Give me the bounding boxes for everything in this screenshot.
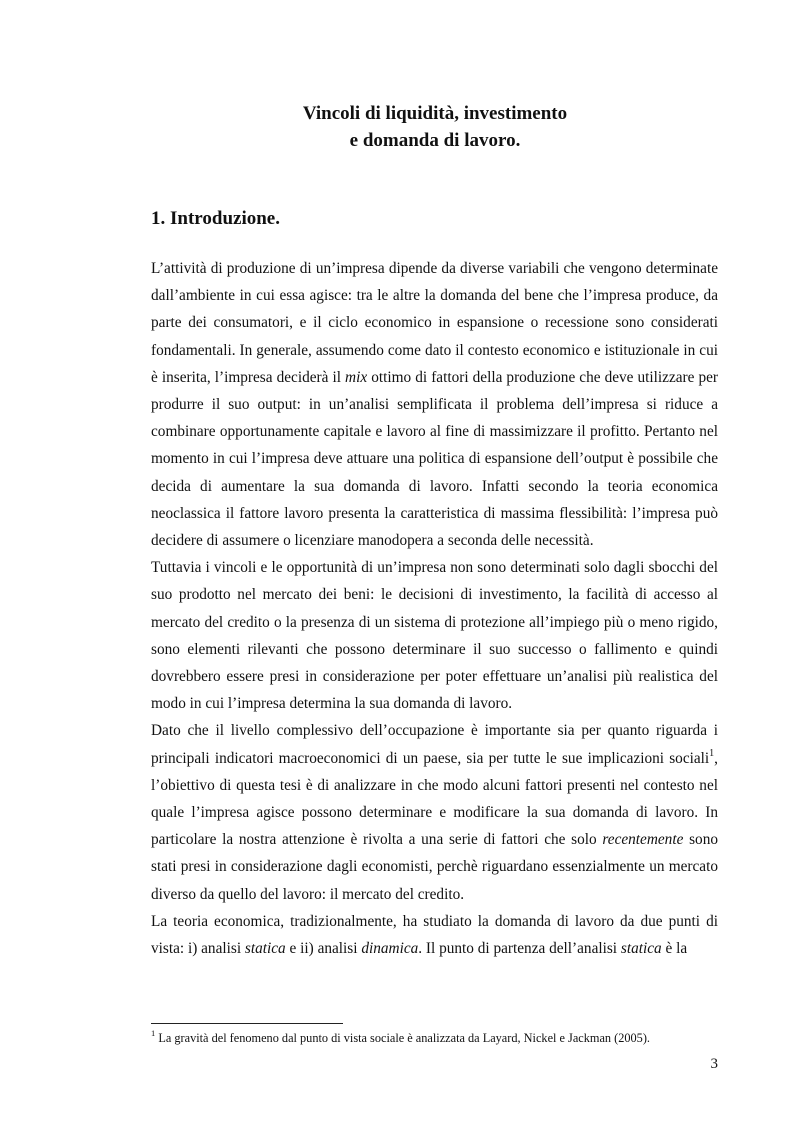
footnote-marker: 1 [151, 1027, 156, 1038]
paragraph-4: La teoria economica, tradizionalmente, ha studiato la domanda di lavoro da due punti di vista: i) analisi statica e ii) analisi dinamica. Il punto di partenza dell’analisi statica è la [151, 912, 718, 958]
emphasis-recentemente: recentemente [602, 831, 684, 849]
section-heading: 1. Introduzione. [151, 208, 280, 229]
paragraph-1: L’attività di produzione di un’impresa dipende da diverse variabili che vengono determinate dall’ambiente in cui essa agisce: tra le altre la domanda del bene che l’impresa produce, da parte dei consumatori, e il ciclo economico in espansione o recessione sono considerati fondamentali. In generale, assumendo come dato il contesto economico e istituzionale in cui è inserita, l’impresa deciderà il mix ottimo di fattori della produzione che deve utilizzare per produrre il suo output: in un’analisi semplificata il problema dell’impresa si riduce a combinare opportunamente capitale e lavoro al fine di massimizzare il profitto. Pertanto nel momento in cui l’impresa deve attuare una politica di espansione dell’output è possibile che decida di aumentare la sua domanda di lavoro. Infatti secondo la teoria economica neoclassica il fattore lavoro presenta la caratteristica di massima flessibilità: l’impresa può decidere di assumere o licenziare manodopera a seconda delle necessità. [151, 260, 719, 550]
title-line-1: Vincoli di liquidità, investimento [302, 103, 568, 124]
footnote-ref-1[interactable]: 1 [709, 747, 715, 759]
emphasis-statica: statica [244, 940, 286, 958]
emphasis-dinamica: dinamica [361, 940, 419, 958]
emphasis-mix: mix [345, 368, 368, 386]
paragraph-3: Dato che il livello complessivo dell’occupazione è importante sia per quanto riguarda i principali indicatori macroeconomici di un paese, sia per tutte le sue implicazioni sociali$^1$, l’obiettivo di questa tesi è di analizzare in che modo alcuni fattori presenti nel contesto nel quale l’impresa agisce possono determinare e modificare la sua domanda di lavoro. In particolare la nostra attenzione è rivolta a una serie di fattori che solo recentemente sono stati presi in considerazione dagli economisti, perchè riguardano essenzialmente un mercato diverso da quello del lavoro: il mercato del credito. [151, 722, 718, 903]
footnote-1 [151, 1027, 731, 1046]
emphasis-statica-2: statica [620, 940, 662, 958]
paragraph-2: Tuttavia i vincoli e le opportunità di un’impresa non sono determinati solo dagli sbocchi del suo prodotto nel mercato dei beni: le decisioni di investimento, la facilità di accesso al mercato del credito o la presenza di un sistema di protezione all’impiego più o meno rigido, sono elementi rilevanti che possono determinare il suo successo o fallimento e quindi dovrebbero essere presi in considerazione per poter effettuare un’analisi più realistica del modo in cui l’impresa determina la sua domanda di lavoro. [151, 559, 718, 713]
body-text [151, 255, 718, 962]
footnote-divider [151, 1023, 343, 1024]
title-line-2: e domanda di lavoro. [349, 130, 521, 151]
document-title [0, 100, 793, 154]
footnote-text: La gravità del fenomeno dal punto di vista sociale è analizzata da Layard, Nickel e Jackman (2005). [158, 1031, 650, 1045]
page-number: 3 [710, 1056, 718, 1072]
